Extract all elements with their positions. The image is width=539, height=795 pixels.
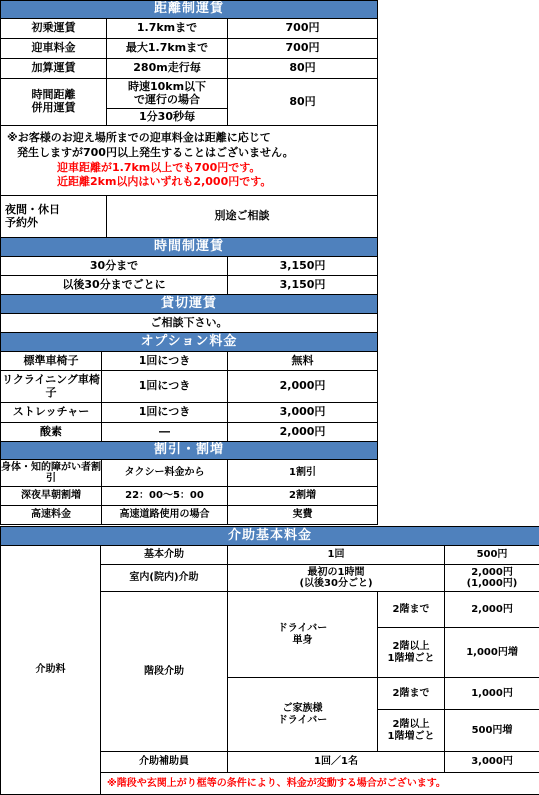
discount-header: 割引・割増	[1, 442, 378, 460]
alone-upto2-price: 2,000円	[445, 592, 539, 628]
late-night-surcharge-value: 2割増	[228, 487, 378, 506]
family-upto2-label: 2階まで	[378, 678, 445, 710]
indoor-care-label: 室内(院内)介助	[101, 565, 228, 592]
combined-fare-label: 時間距離 併用運賃	[1, 79, 107, 126]
indoor-care-desc: 最初の1時間 (以後30分ごと)	[228, 565, 445, 592]
family-over2-price: 500円増	[445, 710, 539, 752]
option-oxygen-label: 酸素	[1, 423, 102, 442]
time-fare-extra-price: 3,150円	[228, 276, 378, 295]
option-fee-header: オプション料金	[1, 333, 378, 352]
disability-discount-value: 1割引	[228, 460, 378, 487]
alone-over2-label: 2階以上 1階増ごと	[378, 628, 445, 678]
discount-table	[0, 441, 378, 525]
care-condition-note: ※階段や玄関上がり框等の条件により、料金が変動する場合がございます。	[101, 773, 539, 795]
highway-fee-desc: 高速道路使用の場合	[102, 506, 228, 525]
option-standard-wheelchair-price: 無料	[228, 352, 378, 371]
assistant-desc: 1回／1名	[228, 752, 445, 773]
basic-care-desc: 1回	[228, 546, 445, 565]
distance-fare-table	[0, 0, 378, 238]
basic-care-label: 基本介助	[101, 546, 228, 565]
additional-fare-price: 80円	[228, 59, 378, 79]
late-night-surcharge-label: 深夜早朝割増	[1, 487, 102, 506]
option-oxygen-unit: ―	[102, 423, 228, 442]
option-stretcher-unit: 1回につき	[102, 403, 228, 423]
option-standard-wheelchair-label: 標準車椅子	[1, 352, 102, 371]
option-stretcher-label: ストレッチャー	[1, 403, 102, 423]
alone-upto2-label: 2階まで	[378, 592, 445, 628]
night-holiday-value: 別途ご相談	[107, 196, 378, 238]
driver-alone-label: ドライバー 単身	[228, 592, 378, 678]
pickup-fee-label: 迎車料金	[1, 39, 107, 59]
option-stretcher-price: 3,000円	[228, 403, 378, 423]
care-fee-table	[0, 526, 539, 795]
additional-fare-label: 加算運賃	[1, 59, 107, 79]
base-fare-label: 初乗運賃	[1, 19, 107, 39]
highway-fee-value: 実費	[228, 506, 378, 525]
family-upto2-price: 1,000円	[445, 678, 539, 710]
time-fare-header: 時間制運賃	[1, 238, 378, 257]
stairs-care-label: 階段介助	[101, 592, 228, 752]
time-fare-table	[0, 237, 378, 295]
combined-fare-interval: 1分30秒毎	[107, 109, 228, 126]
care-fee-header: 介助基本料金	[1, 527, 539, 546]
charter-fare-value: ご相談下さい。	[1, 314, 378, 333]
basic-care-price: 500円	[445, 546, 539, 565]
assistant-label: 介助補助員	[101, 752, 228, 773]
pickup-note: ※お客様のお迎え場所までの迎車料金は距離に応じて 発生しますが700円以上発生することはございません。 迎車距離が1.7km以上でも700円です。 近距離2km以内はいずれも2,000円です。	[1, 126, 378, 196]
alone-over2-price: 1,000円増	[445, 628, 539, 678]
option-reclining-wheelchair-label: リクライニング車椅子	[1, 371, 102, 403]
indoor-care-price: 2,000円 (1,000円)	[445, 565, 539, 592]
base-fare-price: 700円	[228, 19, 378, 39]
highway-fee-label: 高速料金	[1, 506, 102, 525]
option-fee-table	[0, 332, 378, 442]
pickup-fee-price: 700円	[228, 39, 378, 59]
option-reclining-wheelchair-price: 2,000円	[228, 371, 378, 403]
option-reclining-wheelchair-unit: 1回につき	[102, 371, 228, 403]
distance-fare-header: 距離制運賃	[1, 1, 378, 19]
family-driver-label: ご家族様 ドライバー	[228, 678, 378, 752]
time-fare-first-label: 30分まで	[1, 257, 228, 276]
charter-fare-header: 貸切運賃	[1, 295, 378, 314]
time-fare-first-price: 3,150円	[228, 257, 378, 276]
disability-discount-label: 身体・知的障がい者割引	[1, 460, 102, 487]
option-standard-wheelchair-unit: 1回につき	[102, 352, 228, 371]
pickup-fee-desc: 最大1.7kmまで	[107, 39, 228, 59]
time-fare-extra-label: 以後30分までごとに	[1, 276, 228, 295]
late-night-surcharge-desc: 22：00～5：00	[102, 487, 228, 506]
charter-fare-table	[0, 294, 378, 333]
night-holiday-label: 夜間・休日 予約外	[1, 196, 107, 238]
family-over2-label: 2階以上 1階増ごと	[378, 710, 445, 752]
base-fare-desc: 1.7kmまで	[107, 19, 228, 39]
combined-fare-condition: 時速10km以下 で運行の場合	[107, 79, 228, 109]
combined-fare-price: 80円	[228, 79, 378, 126]
care-fee-side-label: 介助料	[1, 546, 101, 795]
additional-fare-desc: 280m走行毎	[107, 59, 228, 79]
disability-discount-desc: タクシー料金から	[102, 460, 228, 487]
assistant-price: 3,000円	[445, 752, 539, 773]
option-oxygen-price: 2,000円	[228, 423, 378, 442]
